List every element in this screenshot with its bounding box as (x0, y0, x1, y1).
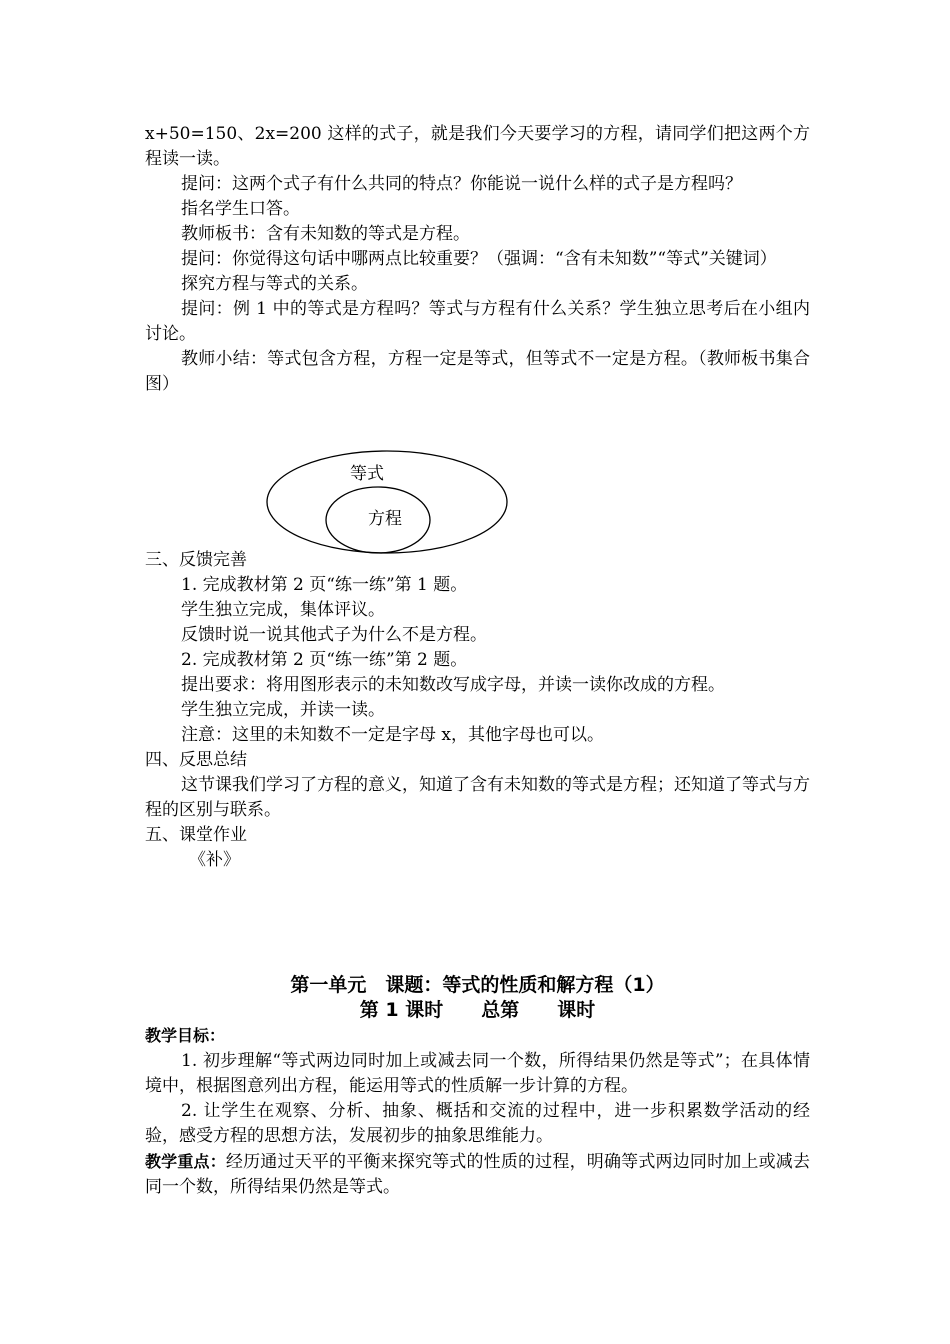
teacher-summary: 教师小结：等式包含方程，方程一定是等式，但等式不一定是方程。（教师板书集合图） (145, 349, 810, 394)
section-four-heading: 四、反思总结 (145, 750, 247, 770)
explore-relation: 探究方程与等式的关系。 (181, 274, 368, 294)
exercise-two-note-a: 提出要求：将用图形表示的未知数改写成字母，并读一读你改成的方程。 (181, 675, 725, 695)
teaching-goal-two: 2. 让学生在观察、分析、抽象、概括和交流的过程中，进一步积累数学活动的经验，感受方程的思想方法，发展初步的抽象思维能力。 (145, 1101, 810, 1146)
lesson-plan-body (145, 1023, 810, 1200)
teaching-goal-one: 1. 初步理解“等式两边同时加上或减去同一个数，所得结果仍然是等式”；在具体情境中，根据图意列出方程，能运用等式的性质解一步计算的方程。 (145, 1051, 810, 1096)
lesson-subtitle: 第 1 课时 总第 课时 (359, 999, 596, 1021)
exercise-one: 1. 完成教材第 2 页“练一练”第 1 题。 (181, 575, 468, 595)
exercise-one-note-a: 学生独立完成，集体评议。 (181, 600, 385, 620)
exercise-two: 2. 完成教材第 2 页“练一练”第 2 题。 (181, 650, 468, 670)
set-diagram (265, 448, 510, 556)
exercise-two-note-c: 注意：这里的未知数不一定是字母 x，其他字母也可以。 (181, 725, 604, 745)
feedback-section (145, 548, 810, 873)
question-common-features: 提问：这两个式子有什么共同的特点？你能说一说什么样的式子是方程吗？ (181, 174, 742, 194)
question-key-points: 提问：你觉得这句话中哪两点比较重要？（强调：“含有未知数”“等式”关键词） (181, 249, 777, 269)
teacher-board-note: 教师板书：含有未知数的等式是方程。 (181, 224, 470, 244)
exercise-one-note-b: 反馈时说一说其他式子为什么不是方程。 (181, 625, 487, 645)
outer-set-label: 等式 (350, 464, 384, 484)
homework-text: 《补》 (189, 850, 240, 870)
question-example-one: 提问：例 1 中的等式是方程吗？等式与方程有什么关系？学生独立思考后在小组内讨论。 (145, 299, 810, 344)
reflection-summary: 这节课我们学习了方程的意义，知道了含有未知数的等式是方程；还知道了等式与方程的区别与联系。 (145, 775, 810, 820)
student-answer-note: 指名学生口答。 (181, 199, 300, 219)
paragraph-equations-intro: x+50=150、2x=200 这样的式子，就是我们今天要学习的方程，请同学们把这两个方程读一读。 (145, 124, 810, 169)
section-three-heading: 三、反馈完善 (145, 550, 247, 570)
teaching-key-label: 教学重点： (145, 1152, 226, 1171)
outer-set-ellipse (267, 451, 507, 553)
section-five-heading: 五、课堂作业 (145, 825, 247, 845)
teaching-goals-label: 教学目标： (145, 1026, 226, 1045)
teaching-key-point (145, 1149, 810, 1200)
exercise-two-note-b: 学生独立完成，并读一读。 (181, 700, 385, 720)
lesson-title: 第一单元 课题：等式的性质和解方程（1） (290, 974, 665, 996)
inner-set-label: 方程 (368, 509, 402, 529)
upper-content (145, 122, 810, 397)
teaching-key-text: 经历通过天平的平衡来探究等式的性质的过程，明确等式两边同时加上或减去同一个数，所得结果仍然是等式。 (145, 1152, 810, 1197)
